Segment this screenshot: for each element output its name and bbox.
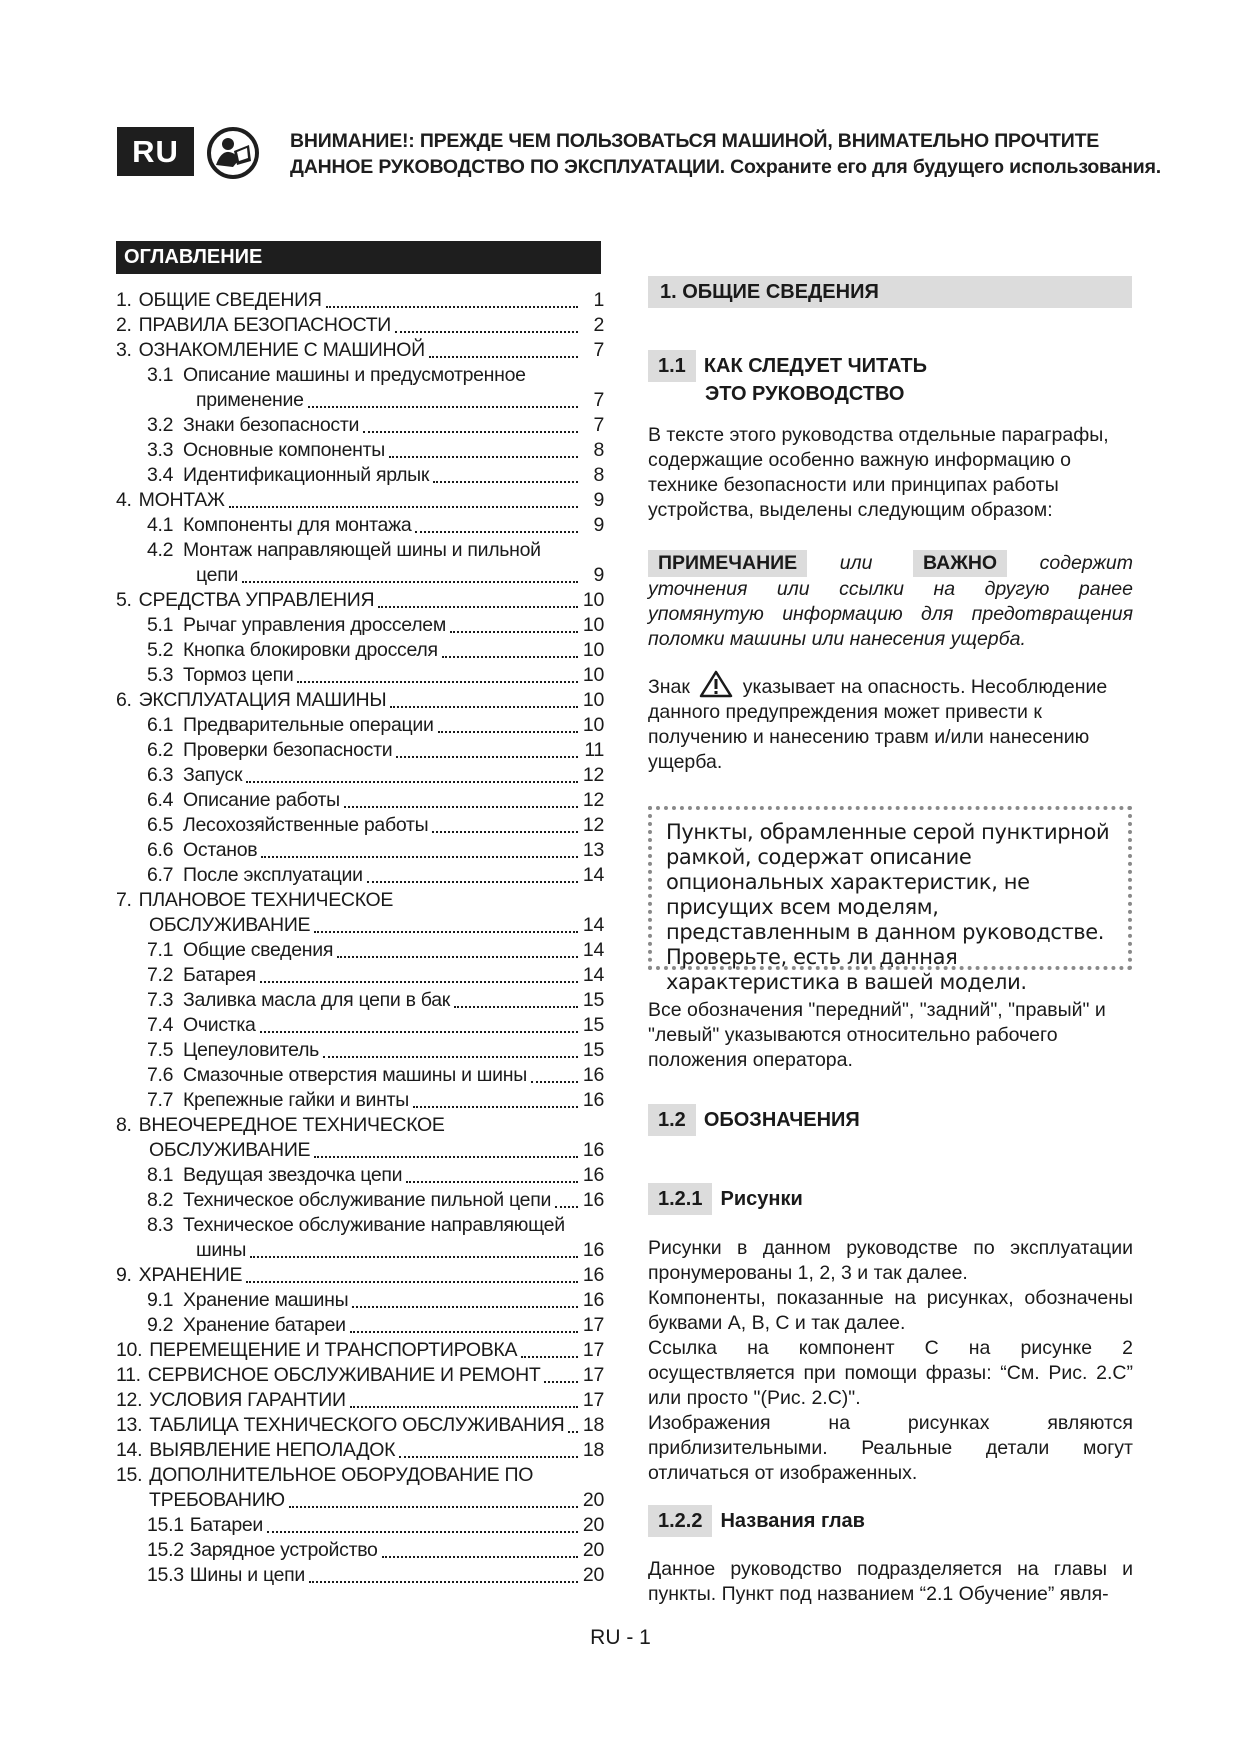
toc-entry-number: 6. xyxy=(116,689,132,711)
section-1-2-1-heading xyxy=(648,1183,803,1215)
warning-line-2 xyxy=(290,154,1190,180)
note-text: содержит уточнения или ссылки на другую ранее упомянутую информацию для предотвращения поломки машины или нанесения ущерба. xyxy=(648,552,1133,650)
toc-dot-leader xyxy=(229,489,578,508)
toc-entry-page: 10 xyxy=(582,714,604,736)
toc-dot-leader xyxy=(521,1339,578,1358)
figures-approximate: Изображения на рисунках являются приблизительными. Реальные детали могут отличаться от изображенных. xyxy=(648,1412,1133,1484)
toc-entry-number: 3. xyxy=(116,339,132,361)
toc-entry-number: 7.6 xyxy=(147,1064,174,1086)
toc-entry-title: ЭКСПЛУАТАЦИЯ МАШИНЫ xyxy=(138,689,387,711)
section-title: КАК СЛЕДУЕТ ЧИТАТЬ xyxy=(703,355,928,377)
toc-entry-number: 8.1 xyxy=(147,1164,174,1186)
toc-entry xyxy=(116,1113,604,1138)
table-of-contents xyxy=(116,288,604,1588)
toc-dot-leader xyxy=(454,989,578,1008)
toc-entry-title: Батареи xyxy=(189,1514,264,1536)
paragraph-chapters: Данное руководство подразделяется на главы и пункты. Пункт под названием “2.1 Обучение” явля- xyxy=(648,1558,1133,1605)
toc-title: ОГЛАВЛЕНИЕ xyxy=(116,241,601,274)
toc-entry-page: 16 xyxy=(582,1089,604,1111)
toc-entry xyxy=(116,1213,604,1238)
toc-entry-number: 3.2 xyxy=(147,414,174,436)
danger-text-a: Знак xyxy=(648,676,690,698)
toc-entry-number: 9.2 xyxy=(147,1314,174,1336)
toc-entry-number: 3.4 xyxy=(147,464,174,486)
warning-line-2-caps: ДАННОЕ РУКОВОДСТВО ПО ЭКСПЛУАТАЦИИ. xyxy=(290,156,725,178)
toc-entry-page: 13 xyxy=(582,839,604,861)
toc-entry xyxy=(116,563,604,588)
toc-entry-number: 3.1 xyxy=(147,364,174,386)
toc-entry-number: 9.1 xyxy=(147,1289,174,1311)
toc-entry-title: Очистка xyxy=(183,1014,256,1036)
toc-entry xyxy=(116,663,604,688)
toc-entry-number: 5.2 xyxy=(147,639,174,661)
toc-dot-leader xyxy=(260,964,578,983)
toc-entry-title: Хранение батареи xyxy=(183,1314,346,1336)
toc-entry-number: 12. xyxy=(116,1389,143,1411)
toc-dot-leader xyxy=(297,664,578,683)
toc-entry xyxy=(116,538,604,563)
toc-entry-number: 4.1 xyxy=(147,514,174,536)
toc-entry-page: 2 xyxy=(593,314,604,336)
toc-entry-title: ОБСЛУЖИВАНИЕ xyxy=(149,1139,311,1161)
toc-entry-page: 7 xyxy=(593,389,604,411)
toc-entry-page: 9 xyxy=(593,514,604,536)
warning-line-2-tail: Сохраните его для будущего использования. xyxy=(730,156,1161,178)
toc-entry-title: Общие сведения xyxy=(183,939,334,961)
toc-entry-page: 14 xyxy=(582,914,604,936)
toc-entry-number: 7.7 xyxy=(147,1089,174,1111)
toc-entry xyxy=(116,638,604,663)
toc-dot-leader xyxy=(395,314,578,333)
toc-entry-number: 6.7 xyxy=(147,864,174,886)
toc-entry-title: Хранение машины xyxy=(183,1289,349,1311)
toc-entry-number: 15. xyxy=(116,1464,143,1486)
toc-dot-leader xyxy=(396,739,578,758)
toc-entry-number: 4. xyxy=(116,489,132,511)
toc-entry xyxy=(116,313,604,338)
toc-dot-leader xyxy=(432,814,578,833)
toc-entry-number: 7. xyxy=(116,889,132,911)
toc-entry xyxy=(116,338,604,363)
toc-entry-number: 6.5 xyxy=(147,814,174,836)
toc-entry xyxy=(116,363,604,388)
toc-dot-leader xyxy=(314,1139,578,1158)
toc-entry-page: 20 xyxy=(582,1489,604,1511)
toc-entry-title: Предварительные операции xyxy=(183,714,434,736)
toc-entry-number: 6.6 xyxy=(147,839,174,861)
toc-entry xyxy=(116,838,604,863)
toc-entry-page: 16 xyxy=(582,1139,604,1161)
toc-entry-page: 15 xyxy=(582,1039,604,1061)
section-title-cont: ЭТО РУКОВОДСТВО xyxy=(705,383,905,405)
toc-entry-title: Основные компоненты xyxy=(183,439,385,461)
toc-entry xyxy=(116,1363,604,1388)
toc-entry-page: 17 xyxy=(582,1339,604,1361)
toc-entry-number: 7.1 xyxy=(147,939,174,961)
toc-entry-page: 10 xyxy=(582,589,604,611)
toc-dot-leader xyxy=(413,1089,578,1108)
toc-entry-title: Лесохозяйственные работы xyxy=(183,814,429,836)
toc-entry-title: Описание машины и предусмотренное xyxy=(183,364,526,386)
toc-entry xyxy=(116,488,604,513)
toc-entry-title: ОБСЛУЖИВАНИЕ xyxy=(149,914,311,936)
toc-entry-title: Ведущая звездочка цепи xyxy=(183,1164,403,1186)
figures-numbering: Рисунки в данном руководстве по эксплуатации пронумерованы 1, 2, 3 и так далее. xyxy=(648,1237,1133,1284)
or-word: или xyxy=(839,552,873,574)
toc-entry-number: 15.3 xyxy=(147,1564,184,1586)
toc-entry-number: 6.2 xyxy=(147,739,174,761)
section-number: 1.2.2 xyxy=(648,1505,712,1537)
paragraph-figures xyxy=(648,1236,1133,1486)
toc-dot-leader xyxy=(531,1064,578,1083)
toc-entry xyxy=(116,1463,604,1488)
toc-entry-page: 16 xyxy=(582,1289,604,1311)
toc-dot-leader xyxy=(415,514,578,533)
toc-entry-page: 18 xyxy=(582,1439,604,1461)
toc-entry-page: 20 xyxy=(582,1514,604,1536)
paragraph-intro: В тексте этого руководства отдельные параграфы, содержащие особенно важную информацию о технике безопасности или принципах работы устройства, выделены следующим образом: xyxy=(648,424,1109,521)
toc-entry-page: 1 xyxy=(593,289,604,311)
toc-entry-title: Цепеуловитель xyxy=(183,1039,320,1061)
section-number: 1.2 xyxy=(648,1104,696,1136)
toc-entry-page: 12 xyxy=(582,789,604,811)
optional-features-box xyxy=(648,806,1132,994)
toc-entry-number: 13. xyxy=(116,1414,143,1436)
toc-entry-title: ДОПОЛНИТЕЛЬНОЕ ОБОРУДОВАНИЕ ПО xyxy=(149,1464,534,1486)
toc-dot-leader xyxy=(363,414,578,433)
toc-entry-number: 1. xyxy=(116,289,132,311)
note-tag: ПРИМЕЧАНИЕ xyxy=(648,550,807,577)
warning-notice xyxy=(290,128,1190,180)
toc-entry-page: 12 xyxy=(582,764,604,786)
toc-entry-page: 16 xyxy=(582,1064,604,1086)
toc-entry-title: Монтаж направляющей шины и пильной xyxy=(183,539,541,561)
toc-entry xyxy=(116,913,604,938)
toc-entry-title: Техническое обслуживание направляющей xyxy=(183,1214,565,1236)
toc-entry-page: 15 xyxy=(582,1014,604,1036)
toc-entry xyxy=(116,688,604,713)
toc-entry-title: Батарея xyxy=(183,964,256,986)
read-manual-icon xyxy=(207,127,259,179)
toc-entry-page: 8 xyxy=(593,464,604,486)
toc-entry-title: ХРАНЕНИЕ xyxy=(138,1264,243,1286)
section-number: 1.2.1 xyxy=(648,1183,712,1215)
toc-entry xyxy=(116,988,604,1013)
toc-entry-page: 10 xyxy=(582,639,604,661)
toc-entry xyxy=(116,963,604,988)
toc-entry xyxy=(116,1288,604,1313)
toc-entry xyxy=(116,613,604,638)
toc-entry-number: 6.4 xyxy=(147,789,174,811)
toc-entry-page: 10 xyxy=(582,664,604,686)
toc-dot-leader xyxy=(309,1564,578,1583)
toc-entry-title: СРЕДСТВА УПРАВЛЕНИЯ xyxy=(138,589,375,611)
toc-dot-leader xyxy=(350,1314,578,1333)
toc-dot-leader xyxy=(389,439,578,458)
toc-entry-number: 8.3 xyxy=(147,1214,174,1236)
toc-dot-leader xyxy=(390,689,578,708)
toc-dot-leader xyxy=(352,1289,578,1308)
toc-entry-number: 15.1 xyxy=(147,1514,184,1536)
toc-entry-title: Кнопка блокировки дросселя xyxy=(183,639,438,661)
toc-entry xyxy=(116,438,604,463)
toc-entry xyxy=(116,1388,604,1413)
toc-entry-title: После эксплуатации xyxy=(183,864,363,886)
toc-entry xyxy=(116,463,604,488)
toc-entry-number: 7.5 xyxy=(147,1039,174,1061)
toc-entry-page: 10 xyxy=(582,689,604,711)
toc-entry-page: 16 xyxy=(582,1164,604,1186)
toc-entry xyxy=(116,388,604,413)
toc-dot-leader xyxy=(555,1189,578,1208)
toc-entry-page: 17 xyxy=(582,1364,604,1386)
toc-entry-title: Проверки безопасности xyxy=(183,739,393,761)
toc-entry xyxy=(116,513,604,538)
section-title: ОБОЗНАЧЕНИЯ xyxy=(703,1109,860,1131)
toc-entry-page: 14 xyxy=(582,939,604,961)
toc-entry xyxy=(116,1338,604,1363)
language-badge: RU xyxy=(117,127,194,176)
warning-triangle-icon xyxy=(699,670,733,698)
toc-entry-title: применение xyxy=(196,389,304,411)
toc-entry-page: 14 xyxy=(582,964,604,986)
toc-entry-title: цепи xyxy=(196,564,239,586)
paragraph-directions: Все обозначения "передний", "задний", "правый" и "левый" указываются относительно рабочего положения оператора. xyxy=(648,999,1106,1071)
toc-entry-number: 7.4 xyxy=(147,1014,174,1036)
toc-entry-title: Зарядное устройство xyxy=(189,1539,378,1561)
toc-dot-leader xyxy=(246,1264,578,1283)
toc-entry-title: Крепежные гайки и винты xyxy=(183,1089,409,1111)
toc-entry-number: 15.2 xyxy=(147,1539,184,1561)
toc-dot-leader xyxy=(438,714,578,733)
toc-entry xyxy=(116,288,604,313)
toc-entry xyxy=(116,1138,604,1163)
toc-entry-page: 15 xyxy=(582,989,604,1011)
toc-entry-page: 14 xyxy=(582,864,604,886)
toc-dot-leader xyxy=(260,1014,578,1033)
toc-entry-page: 9 xyxy=(593,489,604,511)
toc-entry-number: 8. xyxy=(116,1114,132,1136)
toc-entry-title: ТРЕБОВАНИЮ xyxy=(149,1489,285,1511)
toc-entry-page: 20 xyxy=(582,1539,604,1561)
toc-entry-page: 18 xyxy=(582,1414,604,1436)
toc-entry-title: Идентификационный ярлык xyxy=(183,464,430,486)
toc-entry-title: ПЕРЕМЕЩЕНИЕ И ТРАНСПОРТИРОВКА xyxy=(149,1339,518,1361)
toc-entry-number: 2. xyxy=(116,314,132,336)
toc-dot-leader xyxy=(326,289,578,308)
toc-entry xyxy=(116,888,604,913)
toc-entry xyxy=(116,588,604,613)
toc-entry-number: 6.1 xyxy=(147,714,174,736)
toc-dot-leader xyxy=(242,564,578,583)
toc-entry-title: Компоненты для монтажа xyxy=(183,514,412,536)
toc-entry-title: Знаки безопасности xyxy=(183,414,360,436)
toc-entry-number: 5.3 xyxy=(147,664,174,686)
page-number: RU - 1 xyxy=(590,1626,651,1649)
toc-dot-leader xyxy=(544,1364,578,1383)
toc-entry-title: ПРАВИЛА БЕЗОПАСНОСТИ xyxy=(138,314,392,336)
section-1-heading: 1. ОБЩИЕ СВЕДЕНИЯ xyxy=(648,276,1132,308)
toc-dot-leader xyxy=(250,1239,578,1258)
figures-components: Компоненты, показанные на рисунках, обозначены буквами А, В, С и так далее. xyxy=(648,1287,1133,1334)
toc-dot-leader xyxy=(429,339,578,358)
toc-entry xyxy=(116,763,604,788)
toc-entry xyxy=(116,413,604,438)
toc-entry-page: 17 xyxy=(582,1389,604,1411)
danger-text-b: указывает на опасность. Несоблюдение данного предупреждения может привести к получению и нанесению травм и/или нанесению ущерба. xyxy=(648,676,1108,773)
toc-entry-page: 16 xyxy=(582,1189,604,1211)
toc-entry-title: СЕРВИСНОЕ ОБСЛУЖИВАНИЕ И РЕМОНТ xyxy=(147,1364,541,1386)
toc-dot-leader xyxy=(323,1039,578,1058)
toc-entry-title: УСЛОВИЯ ГАРАНТИИ xyxy=(149,1389,346,1411)
toc-entry-title: ВНЕОЧЕРЕДНОЕ ТЕХНИЧЕСКОЕ xyxy=(138,1114,445,1136)
toc-entry xyxy=(116,1038,604,1063)
toc-entry-title: Описание работы xyxy=(183,789,340,811)
toc-entry xyxy=(116,713,604,738)
toc-entry-title: Тормоз цепи xyxy=(183,664,294,686)
section-number: 1.1 xyxy=(648,350,696,382)
toc-entry-title: шины xyxy=(196,1239,247,1261)
toc-dot-leader xyxy=(442,639,578,658)
toc-dot-leader xyxy=(350,1389,578,1408)
toc-entry-page: 10 xyxy=(582,614,604,636)
figures-reference: Ссылка на компонент С на рисунке 2 осуществляется при помощи фразы: “См. Рис. 2.С” или просто "(Рис. 2.С)". xyxy=(648,1337,1133,1409)
toc-entry xyxy=(116,1488,604,1513)
toc-entry xyxy=(116,1263,604,1288)
toc-dot-leader xyxy=(433,464,578,483)
optional-box-text: Пункты, обрамленные серой пунктирной рамкой, содержат описание опциональных характеристик, не присущих всем моделям, представленным в данном руководстве. Проверьте, есть ли данная характеристика в вашей модели. xyxy=(666,820,1110,994)
toc-entry xyxy=(116,863,604,888)
toc-dot-leader xyxy=(406,1164,578,1183)
toc-entry xyxy=(116,1563,604,1588)
toc-dot-leader xyxy=(382,1539,578,1558)
toc-entry xyxy=(116,738,604,763)
section-title: Названия глав xyxy=(720,1510,865,1532)
toc-entry xyxy=(116,1538,604,1563)
toc-entry-title: Смазочные отверстия машины и шины xyxy=(183,1064,527,1086)
toc-entry-title: Останов xyxy=(183,839,258,861)
toc-entry-page: 16 xyxy=(582,1239,604,1261)
toc-entry-page: 9 xyxy=(593,564,604,586)
toc-entry-number: 6.3 xyxy=(147,764,174,786)
toc-entry-page: 17 xyxy=(582,1314,604,1336)
paragraph-note xyxy=(648,550,1133,652)
toc-entry-title: Техническое обслуживание пильной цепи xyxy=(183,1189,552,1211)
toc-entry-number: 7.2 xyxy=(147,964,174,986)
toc-entry xyxy=(116,788,604,813)
toc-entry xyxy=(116,1313,604,1338)
section-title: Рисунки xyxy=(720,1188,803,1210)
toc-entry-number: 14. xyxy=(116,1439,143,1461)
toc-entry-title: МОНТАЖ xyxy=(138,489,225,511)
toc-entry-number: 10. xyxy=(116,1339,143,1361)
toc-dot-leader xyxy=(246,764,578,783)
toc-entry xyxy=(116,1513,604,1538)
toc-entry-title: Шины и цепи xyxy=(189,1564,305,1586)
toc-entry xyxy=(116,938,604,963)
toc-entry xyxy=(116,1438,604,1463)
section-1-2-heading xyxy=(648,1104,860,1136)
toc-entry-page: 7 xyxy=(593,414,604,436)
toc-entry-title: Заливка масла для цепи в бак xyxy=(183,989,450,1011)
warning-line-1: ВНИМАНИЕ!: ПРЕЖДЕ ЧЕМ ПОЛЬЗОВАТЬСЯ МАШИНОЙ, ВНИМАТЕЛЬНО ПРОЧТИТЕ xyxy=(290,130,1100,152)
toc-entry-title: ПЛАНОВОЕ ТЕХНИЧЕСКОЕ xyxy=(138,889,394,911)
toc-entry-page: 7 xyxy=(593,339,604,361)
toc-entry-number: 4.2 xyxy=(147,539,174,561)
toc-entry-number: 5. xyxy=(116,589,132,611)
toc-entry-page: 20 xyxy=(582,1564,604,1586)
toc-entry-title: Рычаг управления дросселем xyxy=(183,614,446,636)
toc-dot-leader xyxy=(568,1414,578,1433)
toc-dot-leader xyxy=(267,1514,578,1533)
toc-entry-number: 5.1 xyxy=(147,614,174,636)
toc-entry xyxy=(116,1013,604,1038)
section-1-1-heading xyxy=(648,350,927,407)
toc-dot-leader xyxy=(399,1439,578,1458)
toc-entry xyxy=(116,1063,604,1088)
toc-dot-leader xyxy=(344,789,578,808)
toc-entry-number: 9. xyxy=(116,1264,132,1286)
toc-entry-page: 11 xyxy=(584,739,604,761)
toc-entry-number: 3.3 xyxy=(147,439,174,461)
toc-entry-number: 8.2 xyxy=(147,1189,174,1211)
toc-entry-number: 11. xyxy=(116,1364,141,1386)
toc-dot-leader xyxy=(261,839,578,858)
toc-entry xyxy=(116,1413,604,1438)
toc-dot-leader xyxy=(367,864,578,883)
toc-dot-leader xyxy=(314,914,578,933)
toc-entry-title: ОЗНАКОМЛЕНИЕ С МАШИНОЙ xyxy=(138,339,425,361)
toc-entry xyxy=(116,1088,604,1113)
toc-dot-leader xyxy=(378,589,578,608)
toc-entry-title: ВЫЯВЛЕНИЕ НЕПОЛАДОК xyxy=(149,1439,396,1461)
toc-entry xyxy=(116,813,604,838)
toc-entry-page: 8 xyxy=(593,439,604,461)
toc-dot-leader xyxy=(308,389,578,408)
important-tag: ВАЖНО xyxy=(913,550,1007,577)
section-1-2-2-heading xyxy=(648,1505,865,1537)
toc-dot-leader xyxy=(289,1489,578,1508)
toc-dot-leader xyxy=(337,939,578,958)
toc-entry-title: Запуск xyxy=(183,764,243,786)
toc-entry-number: 7.3 xyxy=(147,989,174,1011)
toc-entry-title: ОБЩИЕ СВЕДЕНИЯ xyxy=(138,289,322,311)
toc-entry xyxy=(116,1238,604,1263)
toc-entry xyxy=(116,1163,604,1188)
toc-entry-page: 12 xyxy=(582,814,604,836)
toc-dot-leader xyxy=(450,614,578,633)
paragraph-danger xyxy=(648,670,1133,775)
toc-entry-title: ТАБЛИЦА ТЕХНИЧЕСКОГО ОБСЛУЖИВАНИЯ xyxy=(149,1414,565,1436)
toc-entry-page: 16 xyxy=(582,1264,604,1286)
toc-entry xyxy=(116,1188,604,1213)
